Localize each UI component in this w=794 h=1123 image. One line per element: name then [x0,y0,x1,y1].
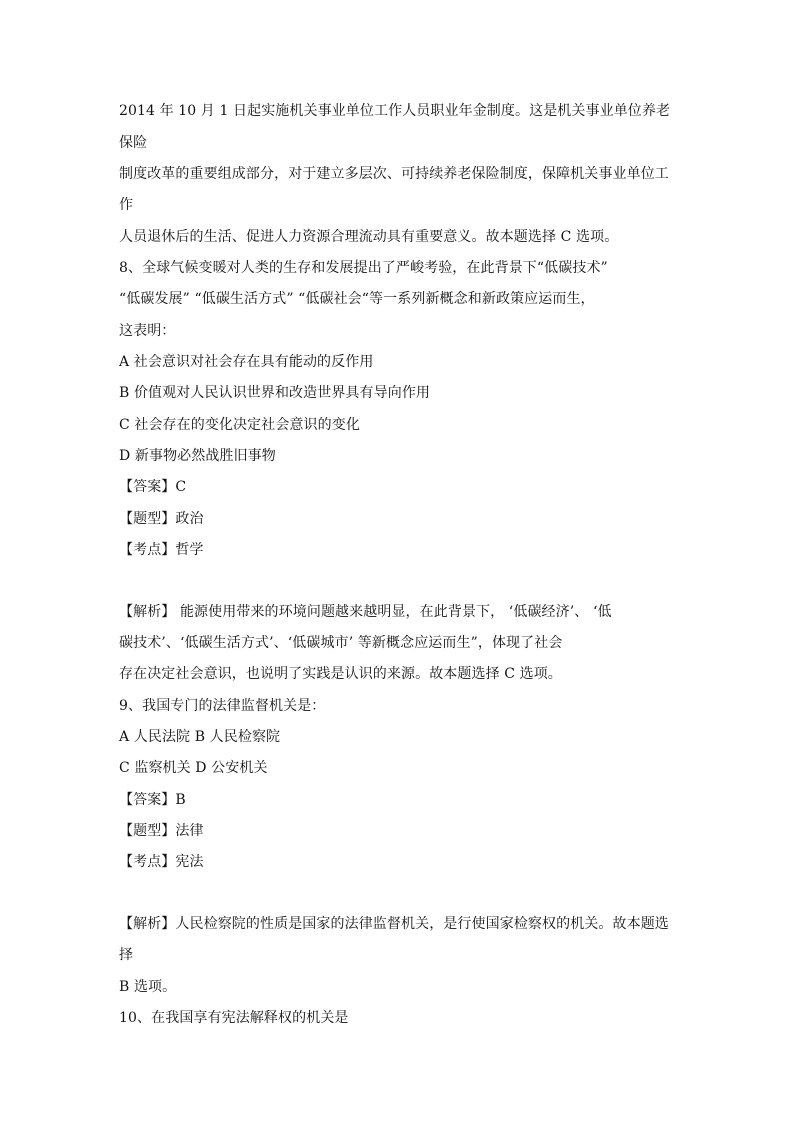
text-line: 择 [119,947,134,963]
text-line: 保险 [119,135,148,151]
options-a-b: A 人民法院 B 人民检察院 [119,729,281,745]
option-c: C 社会存在的变化决定社会意识的变化 [119,417,360,433]
question-type-label: 【题型】法律 [119,823,204,839]
option-d: D 新事物必然战胜旧事物 [119,448,276,464]
text-line: 这表明： [119,323,176,339]
text-line: “低碳发展” “低碳生活方式” “低碳社会“等一系列新概念和新政策应运而生， [119,291,595,307]
question-9-stem: 9、我国专门的法律监督机关是： [119,698,326,714]
question-type-label: 【题型】政治 [119,511,204,527]
text-line: 作 [119,197,134,213]
text-line: 2014 年 10 月 1 日起实施机关事业单位工作人员职业年金制度。这是机关事业单位养老 [119,103,671,119]
question-10-stem: 10、在我国享有宪法解释权的机关是 [119,1010,349,1026]
topic-label: 【考点】宪法 [119,854,204,870]
answer-label: 【答案】B [119,792,186,808]
text-line: 制度改革的重要组成部分，对于建立多层次、可持续养老保险制度，保障机关事业单位工 [119,166,669,182]
options-c-d: C 监察机关 D 公安机关 [119,760,268,776]
text-line: B 选项。 [119,979,177,995]
option-a: A 社会意识对社会存在具有能动的反作用 [119,354,374,370]
analysis-text: 【解析】 能源使用带来的环境问题越来越明显，在此背景下， ‘低碳经济’、 ‘低 [119,604,612,620]
text-line: 存在决定社会意识，也说明了实践是认识的来源。故本题选择 C 选项。 [119,666,562,682]
option-b: B 价值观对人民认识世界和改造世界具有导向作用 [119,385,431,401]
topic-label: 【考点】哲学 [119,542,204,558]
analysis-text: 【解析】人民检察院的性质是国家的法律监督机关，是行使国家检察权的机关。故本题选 [119,916,669,932]
question-8-stem: 8、全球气候变暖对人类的生存和发展提出了严峻考验，在此背景下“低碳技术” [119,260,608,276]
text-line: 碳技术’、‘低碳生活方式’、‘低碳城市’ 等新概念应运而生”，体现了社会 [119,635,563,651]
answer-label: 【答案】C [119,479,187,495]
text-line: 人员退休后的生活、促进人力资源合理流动具有重要意义。故本题选择 C 选项。 [119,229,619,245]
